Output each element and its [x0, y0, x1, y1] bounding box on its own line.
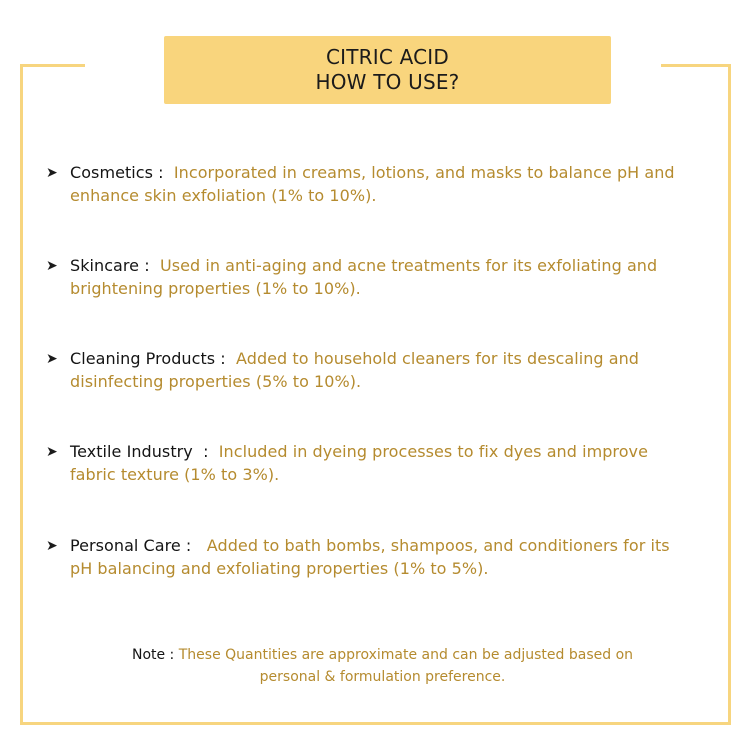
frame-top-left-line [20, 64, 85, 67]
usage-item-cleaning-products [46, 347, 716, 393]
note-line-1 [90, 644, 675, 666]
usage-heading: HOW TO USE? [315, 70, 460, 94]
frame-bottom-line [20, 722, 731, 725]
usage-item-skincare [46, 254, 716, 300]
usage-item-text [70, 161, 675, 207]
usage-item-label: Textile Industry : [70, 442, 219, 461]
usage-description-line-2: fabric texture (1% to 3%). [70, 465, 280, 484]
usage-description-line-1: Added to bath bombs, shampoos, and conditioners for its [206, 536, 670, 555]
arrowhead-bullet-icon: ➤ [46, 538, 58, 554]
arrowhead-bullet-icon: ➤ [46, 351, 58, 367]
note-label: Note : [131, 647, 179, 663]
note-text-line-2: personal & formulation preference. [259, 669, 506, 685]
usage-description-line-1: Included in dyeing processes to fix dyes and improve [218, 442, 648, 461]
usage-description-line-1: Added to household cleaners for its descaling and [236, 349, 639, 368]
title-banner [164, 36, 611, 104]
frame-top-right-line [661, 64, 731, 67]
product-title: CITRIC ACID [326, 45, 449, 69]
usage-item-personal-care [46, 534, 716, 580]
usage-description-line-2: brightening properties (1% to 10%). [70, 279, 361, 298]
frame-right-line [728, 64, 731, 725]
arrowhead-bullet-icon: ➤ [46, 258, 58, 274]
usage-item-label: Cosmetics : [70, 163, 174, 182]
arrowhead-bullet-icon: ➤ [46, 165, 58, 181]
usage-description-line-2: enhance skin exfoliation (1% to 10%). [70, 186, 377, 205]
usage-item-cosmetics [46, 161, 716, 207]
usage-item-textile-industry [46, 440, 716, 486]
usage-item-text [70, 254, 657, 300]
usage-description-line-1: Used in anti-aging and acne treatments for its exfoliating and [159, 256, 658, 275]
usage-item-text [70, 534, 670, 580]
arrowhead-bullet-icon: ➤ [46, 444, 58, 460]
usage-item-text [70, 347, 639, 393]
usage-item-label: Personal Care : [70, 536, 207, 555]
note-text-line-1: These Quantities are approximate and can be adjusted based on [178, 647, 634, 663]
frame-left-line [20, 64, 23, 725]
usage-description-line-1: Incorporated in creams, lotions, and masks to balance pH and [173, 163, 675, 182]
usage-description-line-2: pH balancing and exfoliating properties (1% to 5%). [70, 559, 489, 578]
usage-description-line-2: disinfecting properties (5% to 10%). [70, 372, 362, 391]
usage-item-label: Skincare : [70, 256, 160, 275]
usage-item-label: Cleaning Products : [70, 349, 237, 368]
usage-item-text [70, 440, 648, 486]
quantity-note [90, 644, 675, 688]
